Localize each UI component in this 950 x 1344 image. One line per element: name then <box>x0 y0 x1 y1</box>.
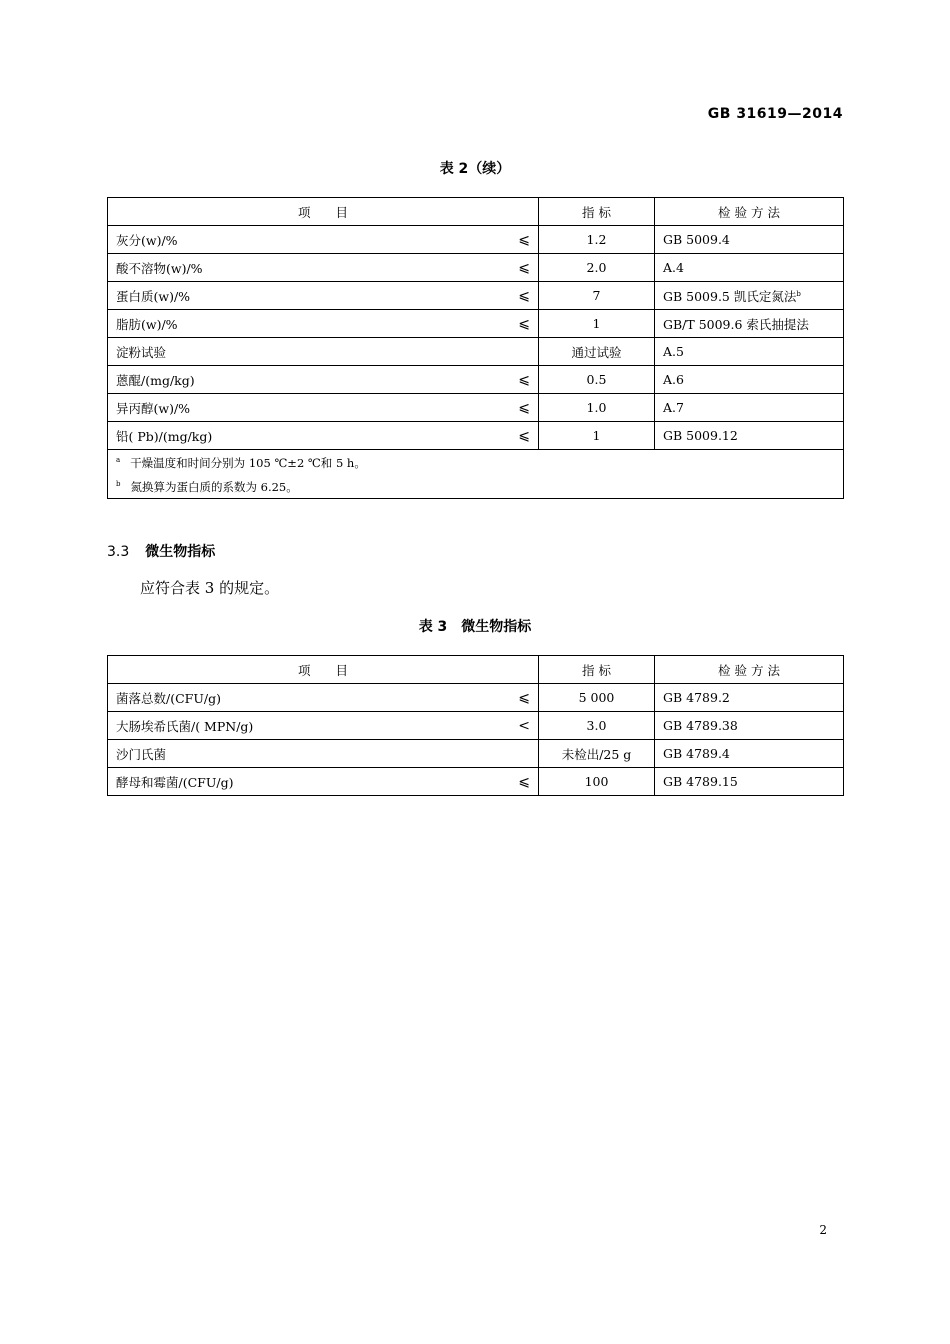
notes-cell <box>108 450 844 499</box>
footnote-text: 干燥温度和时间分别为 105 ℃±2 ℃和 5 h。 <box>130 455 366 470</box>
table3-caption: 表 3 微生物指标 <box>418 619 532 635</box>
item-cell <box>108 338 539 366</box>
item-cell <box>108 768 539 796</box>
footnote-a <box>116 450 835 474</box>
method-cell: A.5 <box>655 338 844 366</box>
item-label: 脂肪(w)/% <box>116 316 178 332</box>
method-text: GB 5009.5 凯氏定氮法 <box>663 288 797 304</box>
table3 <box>107 655 844 796</box>
item-cell <box>108 712 539 740</box>
item-label: 大肠埃希氏菌/( MPN/g) <box>116 718 254 734</box>
item-label: 蛋白质(w)/% <box>116 288 191 304</box>
table-row <box>108 338 844 366</box>
table2-caption: 表 2（续） <box>439 161 511 177</box>
table2-header-value: 指 标 <box>539 198 655 226</box>
method-cell: GB 5009.12 <box>655 422 844 450</box>
item-cell <box>108 310 539 338</box>
operator: ⩽ <box>518 315 530 332</box>
operator: ⩽ <box>518 773 530 790</box>
table-row <box>108 282 844 310</box>
section-number: 3.3 <box>107 544 130 560</box>
item-label: 铅( Pb)/(mg/kg) <box>116 428 213 444</box>
value-cell: 未检出/25 g <box>539 740 655 768</box>
item-label: 蒽醌/(mg/kg) <box>116 372 195 388</box>
table-row <box>108 684 844 712</box>
value-cell: 1.0 <box>539 394 655 422</box>
value-cell: 2.0 <box>539 254 655 282</box>
item-label: 菌落总数/(CFU/g) <box>116 690 221 706</box>
table2 <box>107 197 844 499</box>
value-cell: 1 <box>539 310 655 338</box>
item-cell <box>108 254 539 282</box>
table-row <box>108 712 844 740</box>
section-title: 微生物指标 <box>145 544 216 560</box>
table-row <box>108 768 844 796</box>
method-cell: GB 4789.2 <box>655 684 844 712</box>
operator: ⩽ <box>518 287 530 304</box>
footnote-mark: a <box>116 456 121 464</box>
table2-header-row <box>108 198 844 226</box>
table-row <box>108 422 844 450</box>
table3-header-item: 项 目 <box>108 656 539 684</box>
value-cell: 1.2 <box>539 226 655 254</box>
item-cell <box>108 394 539 422</box>
operator: ⩽ <box>518 371 530 388</box>
method-cell: GB 4789.38 <box>655 712 844 740</box>
item-label: 灰分(w)/% <box>116 232 178 248</box>
value-cell: 7 <box>539 282 655 310</box>
item-cell <box>108 740 539 768</box>
method-cell: GB 5009.4 <box>655 226 844 254</box>
method-cell: GB 4789.15 <box>655 768 844 796</box>
operator: ⩽ <box>518 231 530 248</box>
item-label: 淀粉试验 <box>116 344 167 360</box>
table2-notes <box>108 450 844 499</box>
table-row <box>108 254 844 282</box>
standard-number: GB 31619—2014 <box>707 106 843 122</box>
method-cell <box>655 282 844 310</box>
footnote-mark: b <box>116 479 121 488</box>
item-label: 沙门氏菌 <box>116 746 167 762</box>
footnote-b <box>116 474 835 498</box>
method-cell: GB/T 5009.6 索氏抽提法 <box>655 310 844 338</box>
operator: ⩽ <box>518 689 530 706</box>
page-number: 2 <box>819 1223 827 1237</box>
item-cell <box>108 226 539 254</box>
method-cell: GB 4789.4 <box>655 740 844 768</box>
value-cell: 5 000 <box>539 684 655 712</box>
table-row <box>108 394 844 422</box>
table-row <box>108 226 844 254</box>
method-cell: A.4 <box>655 254 844 282</box>
footnote-ref: b <box>796 289 801 298</box>
item-cell <box>108 282 539 310</box>
table3-header-value: 指 标 <box>539 656 655 684</box>
table-row <box>108 740 844 768</box>
item-cell <box>108 366 539 394</box>
method-cell: A.7 <box>655 394 844 422</box>
section-body: 应符合表 3 的规定。 <box>140 579 280 597</box>
value-cell: 0.5 <box>539 366 655 394</box>
table-row <box>108 366 844 394</box>
value-cell: 3.0 <box>539 712 655 740</box>
operator: ⩽ <box>518 427 530 444</box>
operator: < <box>518 717 530 734</box>
item-cell <box>108 422 539 450</box>
method-cell: A.6 <box>655 366 844 394</box>
table3-header-row <box>108 656 844 684</box>
value-cell: 100 <box>539 768 655 796</box>
item-label: 酵母和霉菌/(CFU/g) <box>116 774 234 790</box>
item-label: 异丙醇(w)/% <box>116 400 191 416</box>
operator: ⩽ <box>518 259 530 276</box>
table-row <box>108 310 844 338</box>
footnote-text: 氮换算为蛋白质的系数为 6.25。 <box>130 479 298 494</box>
section-heading <box>107 541 215 561</box>
item-cell <box>108 684 539 712</box>
value-cell: 通过试验 <box>539 338 655 366</box>
table3-header-method: 检 验 方 法 <box>655 656 844 684</box>
table2-header-method: 检 验 方 法 <box>655 198 844 226</box>
value-cell: 1 <box>539 422 655 450</box>
item-label: 酸不溶物(w)/% <box>116 260 203 276</box>
operator: ⩽ <box>518 399 530 416</box>
table2-header-item: 项 目 <box>108 198 539 226</box>
